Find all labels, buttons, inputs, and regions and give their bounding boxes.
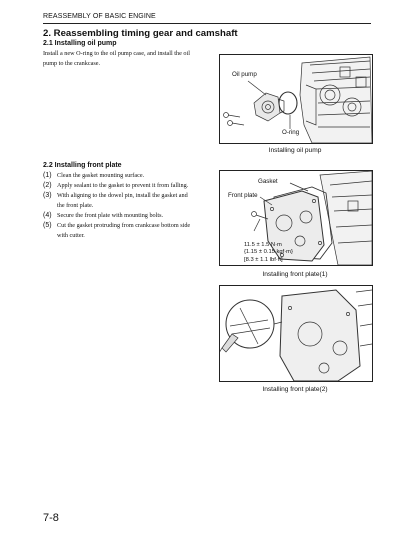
step-number: (1) xyxy=(43,172,52,179)
oil-pump-instructions xyxy=(43,49,223,69)
label-oil-pump: Oil pump xyxy=(232,71,257,78)
front-plate-illustration-2 xyxy=(220,286,372,381)
front-plate-illustration-1 xyxy=(220,171,372,265)
step-item xyxy=(43,191,218,211)
step-text: with cutter. xyxy=(57,232,85,239)
step-text: Cut the gasket protruding from crankcase bottom side xyxy=(57,222,191,229)
oil-pump-text-line: Install a new O-ring to the oil pump case, and install the oil xyxy=(43,50,190,57)
torque-spec xyxy=(244,242,293,264)
subsection-title-oil-pump: 2.1 Installing oil pump xyxy=(43,40,117,47)
step-item xyxy=(43,171,218,181)
step-text: the front plate. xyxy=(57,202,94,209)
section-title: 2. Reassembling timing gear and camshaft xyxy=(43,28,238,39)
caption-front-plate-2: Installing front plate(2) xyxy=(262,386,328,393)
step-number: (5) xyxy=(43,222,52,229)
front-plate-steps xyxy=(43,171,218,241)
label-o-ring: O-ring xyxy=(282,129,300,136)
caption-oil-pump: Installing oil pump xyxy=(268,147,322,154)
step-text: With aligning to the dowel pin, install the gasket and xyxy=(57,192,188,199)
caption-front-plate-1: Installing front plate(1) xyxy=(262,271,328,278)
label-front-plate: Front plate xyxy=(228,192,258,199)
step-item xyxy=(43,211,218,221)
oil-pump-text-line: pump to the crankcase. xyxy=(43,60,101,67)
subsection-title-front-plate: 2.2 Installing front plate xyxy=(43,162,122,169)
figure-front-plate-2 xyxy=(219,285,373,382)
step-text: Clean the gasket mounting surface. xyxy=(57,172,145,179)
torque-value-lbfft: [8.3 ± 1.1 lbf·ft] xyxy=(244,256,283,263)
torque-value-nm: 11.5 ± 1.5 N·m xyxy=(244,242,282,248)
step-number: (2) xyxy=(43,182,52,189)
step-number: (4) xyxy=(43,212,52,219)
label-gasket: Gasket xyxy=(258,178,278,185)
step-text: Apply sealant to the gasket to prevent it from falling. xyxy=(57,182,189,189)
step-item xyxy=(43,221,218,241)
step-text: Secure the front plate with mounting bolts. xyxy=(57,212,164,219)
figure-oil-pump xyxy=(219,54,373,144)
step-item xyxy=(43,181,218,191)
step-number: (3) xyxy=(43,192,52,199)
figure-front-plate-1 xyxy=(219,170,373,266)
torque-value-kgfm: {1.15 ± 0.15 kgf·m} xyxy=(244,249,293,256)
page-number: 7-8 xyxy=(43,512,59,524)
page-header: REASSEMBLY OF BASIC ENGINE xyxy=(43,13,371,24)
